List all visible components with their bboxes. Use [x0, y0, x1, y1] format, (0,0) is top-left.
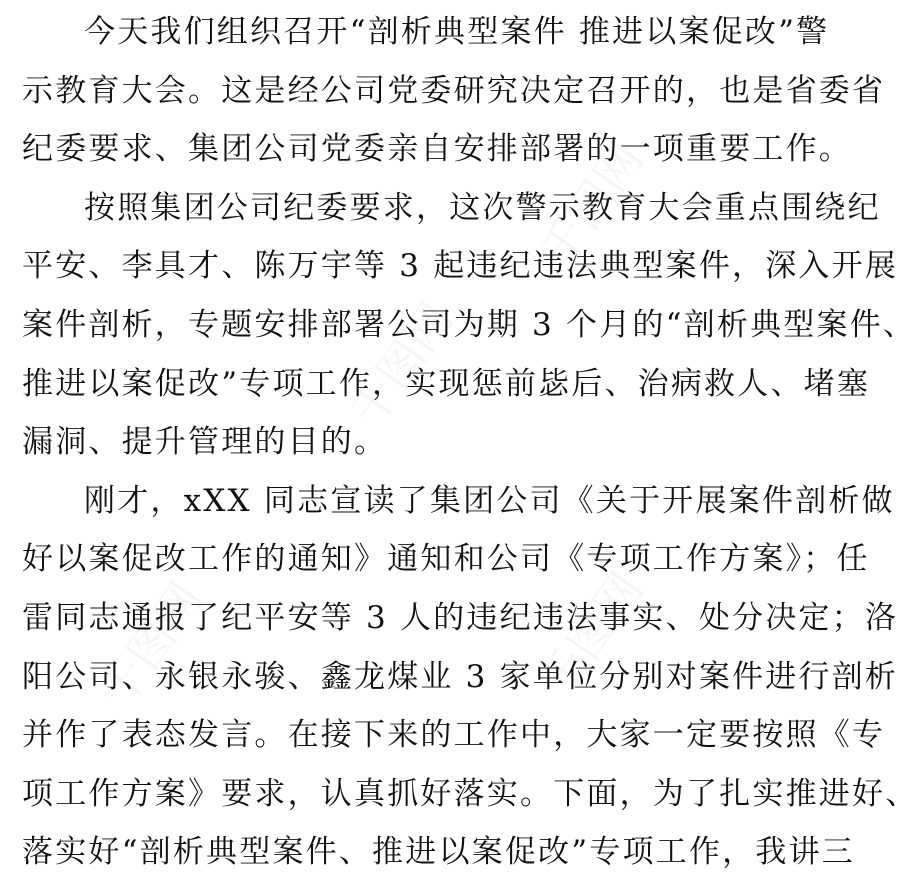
paragraph-line: 项工作方案》要求，认真抓好落实。下面，为了扎实推进好、	[22, 775, 918, 812]
paragraph-line: 按照集团公司纪委要求，这次警示教育大会重点围绕纪	[84, 189, 881, 226]
watermark: 千图网	[339, 292, 464, 437]
paragraph-line: 案件剖析，专题安排部署公司为期 3 个月的“剖析典型案件、	[22, 306, 917, 343]
paragraph-line: 并作了表态发言。在接下来的工作中，大家一定要按照《专	[22, 717, 886, 754]
paragraph-line: 示教育大会。这是经公司党委研究决定召开的，也是省委省	[22, 72, 886, 109]
paragraph-line: 漏洞、提升管理的目的。	[22, 424, 388, 461]
paragraph-line: 推进以案促改”专项工作，实现惩前毖后、治病救人、堵塞	[22, 365, 871, 402]
watermark: 千图网	[89, 572, 214, 717]
paragraph-line: 落实好“剖析典型案件、推进以案促改”专项工作，我讲三	[22, 834, 855, 871]
paragraph-line: 好以案促改工作的通知》通知和公司《专项工作方案》；任	[22, 541, 870, 578]
document-body	[22, 3, 918, 882]
paragraph-line: 今天我们组织召开“剖析典型案件 推进以案促改”警	[84, 14, 830, 50]
paragraph-line: 纪委要求、集团公司党委亲自安排部署的一项重要工作。	[22, 131, 852, 168]
watermark: 千图网	[529, 132, 654, 277]
paragraph-line: 阳公司、永银永骏、鑫龙煤业 3 家单位分别对案件进行剖析	[22, 658, 899, 695]
paragraph-line: 雷同志通报了纪平安等 3 人的违纪违法事实、处分决定；洛	[22, 599, 899, 636]
watermark: 千图网	[529, 562, 654, 707]
paragraph-line: 刚才，xXX 同志宣读了集团公司《关于开展案件剖析做	[84, 482, 895, 519]
paragraph-line: 平安、李具才、陈万宇等 3 起违纪违法典型案件，深入开展	[22, 248, 899, 285]
